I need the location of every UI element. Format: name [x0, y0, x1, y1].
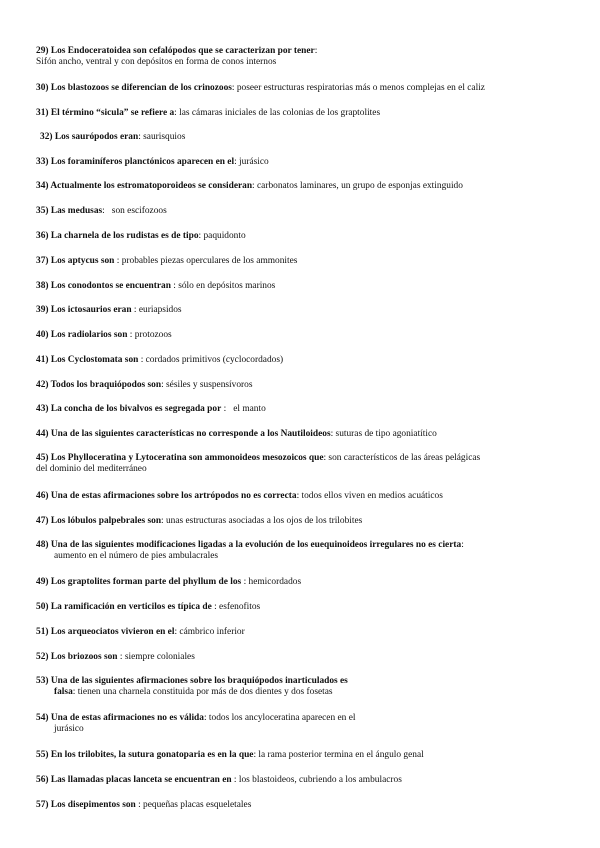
list-item	[36, 206, 566, 217]
question-text: 35) Las medusas	[36, 206, 103, 216]
answer-text: : son escifozoos	[102, 206, 167, 216]
list-item	[36, 305, 566, 316]
answer-text: : protozoos	[127, 330, 172, 340]
list-item	[36, 676, 566, 698]
answer-text: : carbonatos laminares, un grupo de esponjas extinguido	[252, 181, 463, 191]
question-text: 42) Todos los braquiópodos son	[36, 380, 162, 390]
answer-text: : cámbrico inferior	[174, 627, 245, 637]
answer-text: : las cámaras iniciales de las colonias de los graptolites	[174, 108, 381, 118]
answer-text: : cordados primitivos (cyclocordados)	[138, 355, 284, 365]
answer-text: : todos los ancyloceratina aparecen en el	[203, 713, 356, 723]
answer-text: : pequeñas placas esqueletales	[135, 800, 252, 810]
list-item	[36, 800, 566, 811]
list-item	[36, 652, 566, 663]
answer-text: : jurásico	[234, 157, 269, 167]
answer-text: : los blastoideos, cubriendo a los ambulacros	[231, 775, 402, 785]
list-item	[36, 46, 566, 68]
answer-text: : todos ellos viven en medios acuáticos	[296, 491, 443, 501]
answer-text-continued: jurásico	[54, 724, 84, 734]
question-text: 40) Los radiolarios son	[36, 330, 128, 340]
list-item	[36, 540, 566, 562]
question-text: 55) En los trilobites, la sutura gonatoparia es en la que	[36, 750, 254, 760]
answer-text: : sésiles y suspensívoros	[161, 380, 253, 390]
question-text: 39) Los ictosaurios eran	[36, 305, 132, 315]
question-text: 36) La charnela de los rudistas es de tipo	[36, 231, 199, 241]
list-item	[36, 453, 566, 475]
question-text: 45) Los Phylloceratina y Lytoceratina son ammonoideos mesozoicos que	[36, 453, 324, 463]
answer-text: : probables piezas operculares de los ammonites	[114, 256, 298, 266]
answer-text: : son característicos de las áreas pelágicas	[323, 453, 481, 463]
list-item	[36, 627, 566, 638]
answer-text-continued: Sifón ancho, ventral y con depósitos en forma de conos internos	[36, 57, 277, 67]
list-item	[36, 713, 566, 735]
question-text: 29) Los Endoceratoidea son cefalópodos que se caracterizan por tener	[36, 46, 315, 56]
answer-text: : suturas de tipo agoniatítico	[330, 429, 437, 439]
list-item	[36, 491, 566, 502]
answer-text: : paquidonto	[198, 231, 246, 241]
list-item	[36, 404, 566, 415]
question-text: 33) Los foraminíferos planctónicos aparecen en el	[36, 157, 235, 167]
answer-text-continued: : tienen una charnela constituida por más de dos dientes y dos fosetas	[72, 687, 333, 697]
answer-text: : esfenofitos	[211, 602, 261, 612]
question-text: 47) Los lóbulos palpebrales son	[36, 516, 162, 526]
list-item	[36, 750, 566, 761]
list-item	[36, 380, 566, 391]
list-item	[36, 775, 566, 786]
list-item	[36, 516, 566, 527]
answer-text: :	[314, 46, 318, 56]
list-item	[40, 132, 570, 143]
list-item	[36, 330, 566, 341]
answer-text-continued: aumento en el número de pies ambulacrales	[54, 551, 218, 561]
answer-text: : unas estructuras asociadas a los ojos de los trilobites	[161, 516, 363, 526]
question-text: 41) Los Cyclostomata son	[36, 355, 139, 365]
answer-text: : poseer estructuras respiratorias más o menos complejas en el caliz	[231, 83, 485, 93]
answer-text: : siempre coloniales	[117, 652, 195, 662]
list-item	[36, 355, 566, 366]
list-item	[36, 231, 566, 242]
list-item	[36, 281, 566, 292]
question-text: 37) Los aptycus son	[36, 256, 115, 266]
question-text: 34) Actualmente los estromatoporoideos se consideran	[36, 181, 253, 191]
question-text: 52) Los briozoos son	[36, 652, 118, 662]
question-text: 56) Las llamadas placas lanceta se encuentran en	[36, 775, 232, 785]
answer-text: : el manto	[221, 404, 266, 414]
answer-text-continued: del dominio del mediterráneo	[36, 464, 147, 474]
question-text: 53) Una de las siguientes afirmaciones sobre los braquiópodos inarticulados es	[36, 676, 348, 686]
answer-text: :	[461, 540, 464, 550]
list-item	[36, 108, 566, 119]
list-item	[36, 83, 566, 94]
question-text: 38) Los conodontos se encuentran	[36, 281, 171, 291]
question-text: 46) Una de estas afirmaciones sobre los artrópodos no es correcta	[36, 491, 297, 501]
question-text: 44) Una de las siguientes características no corresponde a los Nautiloideos	[36, 429, 331, 439]
answer-text: : saurisquios	[138, 132, 186, 142]
list-item	[36, 181, 566, 192]
list-item	[36, 256, 566, 267]
list-item	[36, 157, 566, 168]
question-text: 57) Los disepimentos son	[36, 800, 136, 810]
answer-text: : sólo en depósitos marinos	[170, 281, 276, 291]
question-text: 30) Los blastozoos se diferencian de los crinozoos	[36, 83, 232, 93]
list-item	[36, 577, 566, 588]
list-item	[36, 429, 566, 440]
question-text: 48) Una de las siguientes modificaciones ligadas a la evolución de los euequinoideos irregulares no es cierta	[36, 540, 462, 550]
question-text: 49) Los graptolites forman parte del phyllum de los	[36, 577, 242, 587]
answer-text: : la rama posterior termina en el ángulo genal	[253, 750, 424, 760]
question-text: 43) La concha de los bivalvos es segregada por	[36, 404, 222, 414]
answer-text: : euriapsidos	[131, 305, 182, 315]
list-item	[36, 602, 566, 613]
question-text: 50) La ramificación en verticilos es típica de	[36, 602, 212, 612]
question-text: 54) Una de estas afirmaciones no es válida	[36, 713, 204, 723]
question-text-continued: falsa	[54, 687, 73, 697]
question-text: 32) Los saurópodos eran	[40, 132, 139, 142]
question-text: 31) El término “sicula” se refiere a	[36, 108, 175, 118]
question-text: 51) Los arqueociatos vivieron en el	[36, 627, 175, 637]
answer-text: : hemicordados	[241, 577, 302, 587]
